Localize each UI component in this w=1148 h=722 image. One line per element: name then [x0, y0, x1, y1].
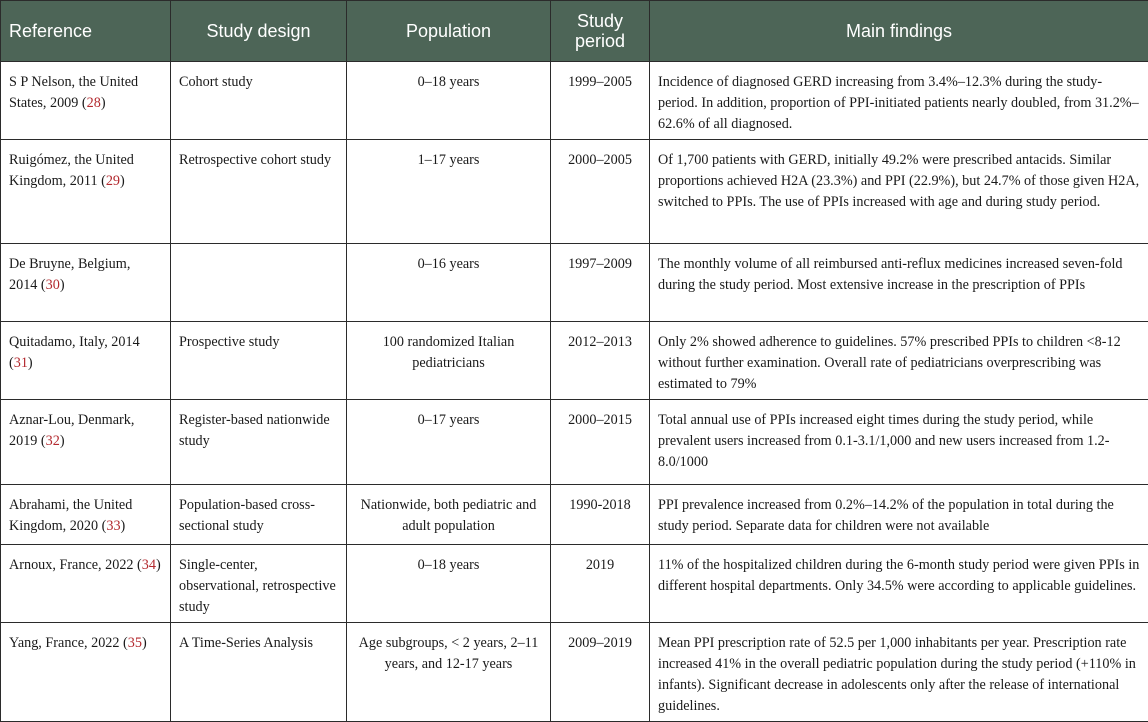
cell-main-findings: 11% of the hospitalized children during the 6-month study period were given PPIs in different hospital departments. Only 34.5% were according to applicable guidelines. [650, 545, 1148, 623]
table-row [1, 322, 1148, 400]
reference-link[interactable]: 34 [142, 557, 156, 573]
cell-reference [1, 244, 171, 322]
header-study-period-line2: period [575, 31, 625, 51]
cell-study-design: Cohort study [171, 62, 347, 140]
header-study-period [551, 1, 650, 62]
cell-study-period: 1997–2009 [551, 244, 650, 322]
cell-main-findings: Mean PPI prescription rate of 52.5 per 1,000 inhabitants per year. Prescription rate increased 41% in the overall pediatric population during the study period (+110% in infants). Significant decrease in adolescents only after the release of international guidelines. [650, 623, 1148, 722]
reference-close: ) [156, 557, 161, 573]
table-row [1, 400, 1148, 485]
cell-population: 0–18 years [347, 62, 551, 140]
reference-text: Aznar-Lou, Denmark, 2019 ( [9, 412, 134, 449]
reference-link[interactable]: 29 [106, 173, 120, 189]
table-row [1, 140, 1148, 244]
table-row [1, 623, 1148, 722]
cell-reference [1, 623, 171, 722]
cell-main-findings: Of 1,700 patients with GERD, initially 49.2% were prescribed antacids. Similar proportions achieved H2A (23.3%) and PPI (22.9%), but 24.7% of those given H2A, switched to PPIs. The use of PPIs increased with age and during study period. [650, 140, 1148, 244]
reference-close: ) [120, 173, 125, 189]
cell-population: Nationwide, both pediatric and adult population [347, 485, 551, 545]
table-row [1, 62, 1148, 140]
reference-link[interactable]: 28 [87, 95, 101, 111]
reference-close: ) [60, 433, 65, 449]
cell-study-period: 1999–2005 [551, 62, 650, 140]
reference-link[interactable]: 30 [46, 277, 60, 293]
cell-reference [1, 322, 171, 400]
cell-study-period: 2009–2019 [551, 623, 650, 722]
reference-close: ) [28, 355, 33, 371]
cell-population: 0–16 years [347, 244, 551, 322]
reference-text: Abrahami, the United Kingdom, 2020 ( [9, 497, 132, 534]
cell-population: Age subgroups, < 2 years, 2–11 years, and 12-17 years [347, 623, 551, 722]
reference-text: Quitadamo, Italy, 2014 ( [9, 334, 140, 371]
cell-main-findings: PPI prevalence increased from 0.2%–14.2% of the population in total during the study period. Separate data for children were not available [650, 485, 1148, 545]
cell-reference [1, 400, 171, 485]
reference-link[interactable]: 32 [46, 433, 60, 449]
table-row [1, 545, 1148, 623]
header-study-design: Study design [171, 1, 347, 62]
table-row [1, 485, 1148, 545]
cell-study-period: 2000–2005 [551, 140, 650, 244]
cell-study-design: Register-based nationwide study [171, 400, 347, 485]
reference-link[interactable]: 33 [106, 518, 120, 534]
cell-study-period: 2000–2015 [551, 400, 650, 485]
header-population: Population [347, 1, 551, 62]
cell-population: 0–17 years [347, 400, 551, 485]
reference-link[interactable]: 35 [128, 635, 142, 651]
reference-close: ) [60, 277, 65, 293]
reference-text: Yang, France, 2022 ( [9, 635, 128, 651]
cell-main-findings: Incidence of diagnosed GERD increasing from 3.4%–12.3% during the study-period. In addition, proportion of PPI-initiated patients nearly doubled, from 31.2%–62.6% of all diagnosed. [650, 62, 1148, 140]
cell-study-period: 2019 [551, 545, 650, 623]
table-row [1, 244, 1148, 322]
cell-population: 0–18 years [347, 545, 551, 623]
cell-study-design: Single-center, observational, retrospective study [171, 545, 347, 623]
reference-close: ) [101, 95, 106, 111]
cell-reference [1, 62, 171, 140]
cell-reference [1, 485, 171, 545]
cell-reference [1, 545, 171, 623]
header-reference: Reference [1, 1, 171, 62]
reference-text: Ruigómez, the United Kingdom, 2011 ( [9, 152, 134, 189]
cell-study-design: A Time-Series Analysis [171, 623, 347, 722]
reference-text: Arnoux, France, 2022 ( [9, 557, 142, 573]
cell-study-period: 1990-2018 [551, 485, 650, 545]
cell-reference [1, 140, 171, 244]
cell-study-design: Population-based cross-sectional study [171, 485, 347, 545]
reference-close: ) [142, 635, 147, 651]
cell-study-period: 2012–2013 [551, 322, 650, 400]
cell-study-design: Prospective study [171, 322, 347, 400]
cell-population: 1–17 years [347, 140, 551, 244]
reference-text: S P Nelson, the United States, 2009 ( [9, 74, 138, 111]
cell-study-design: Retrospective cohort study [171, 140, 347, 244]
reference-text: De Bruyne, Belgium, 2014 ( [9, 256, 130, 293]
header-study-period-line1: Study [577, 11, 623, 31]
reference-close: ) [121, 518, 126, 534]
cell-main-findings: Total annual use of PPIs increased eight times during the study period, while prevalent users increased from 0.1-3.1/1,000 and new users increased from 1.2-8.0/1000 [650, 400, 1148, 485]
header-row [1, 1, 1148, 62]
cell-study-design [171, 244, 347, 322]
cell-main-findings: Only 2% showed adherence to guidelines. 57% prescribed PPIs to children <8-12 without further examination. Overall rate of pediatricians overprescribing was estimated to 79% [650, 322, 1148, 400]
cell-population: 100 randomized Italian pediatricians [347, 322, 551, 400]
reference-link[interactable]: 31 [14, 355, 28, 371]
cell-main-findings: The monthly volume of all reimbursed anti-reflux medicines increased seven-fold during the study period. Most extensive increase in the prescription of PPIs [650, 244, 1148, 322]
header-main-findings: Main findings [650, 1, 1148, 62]
